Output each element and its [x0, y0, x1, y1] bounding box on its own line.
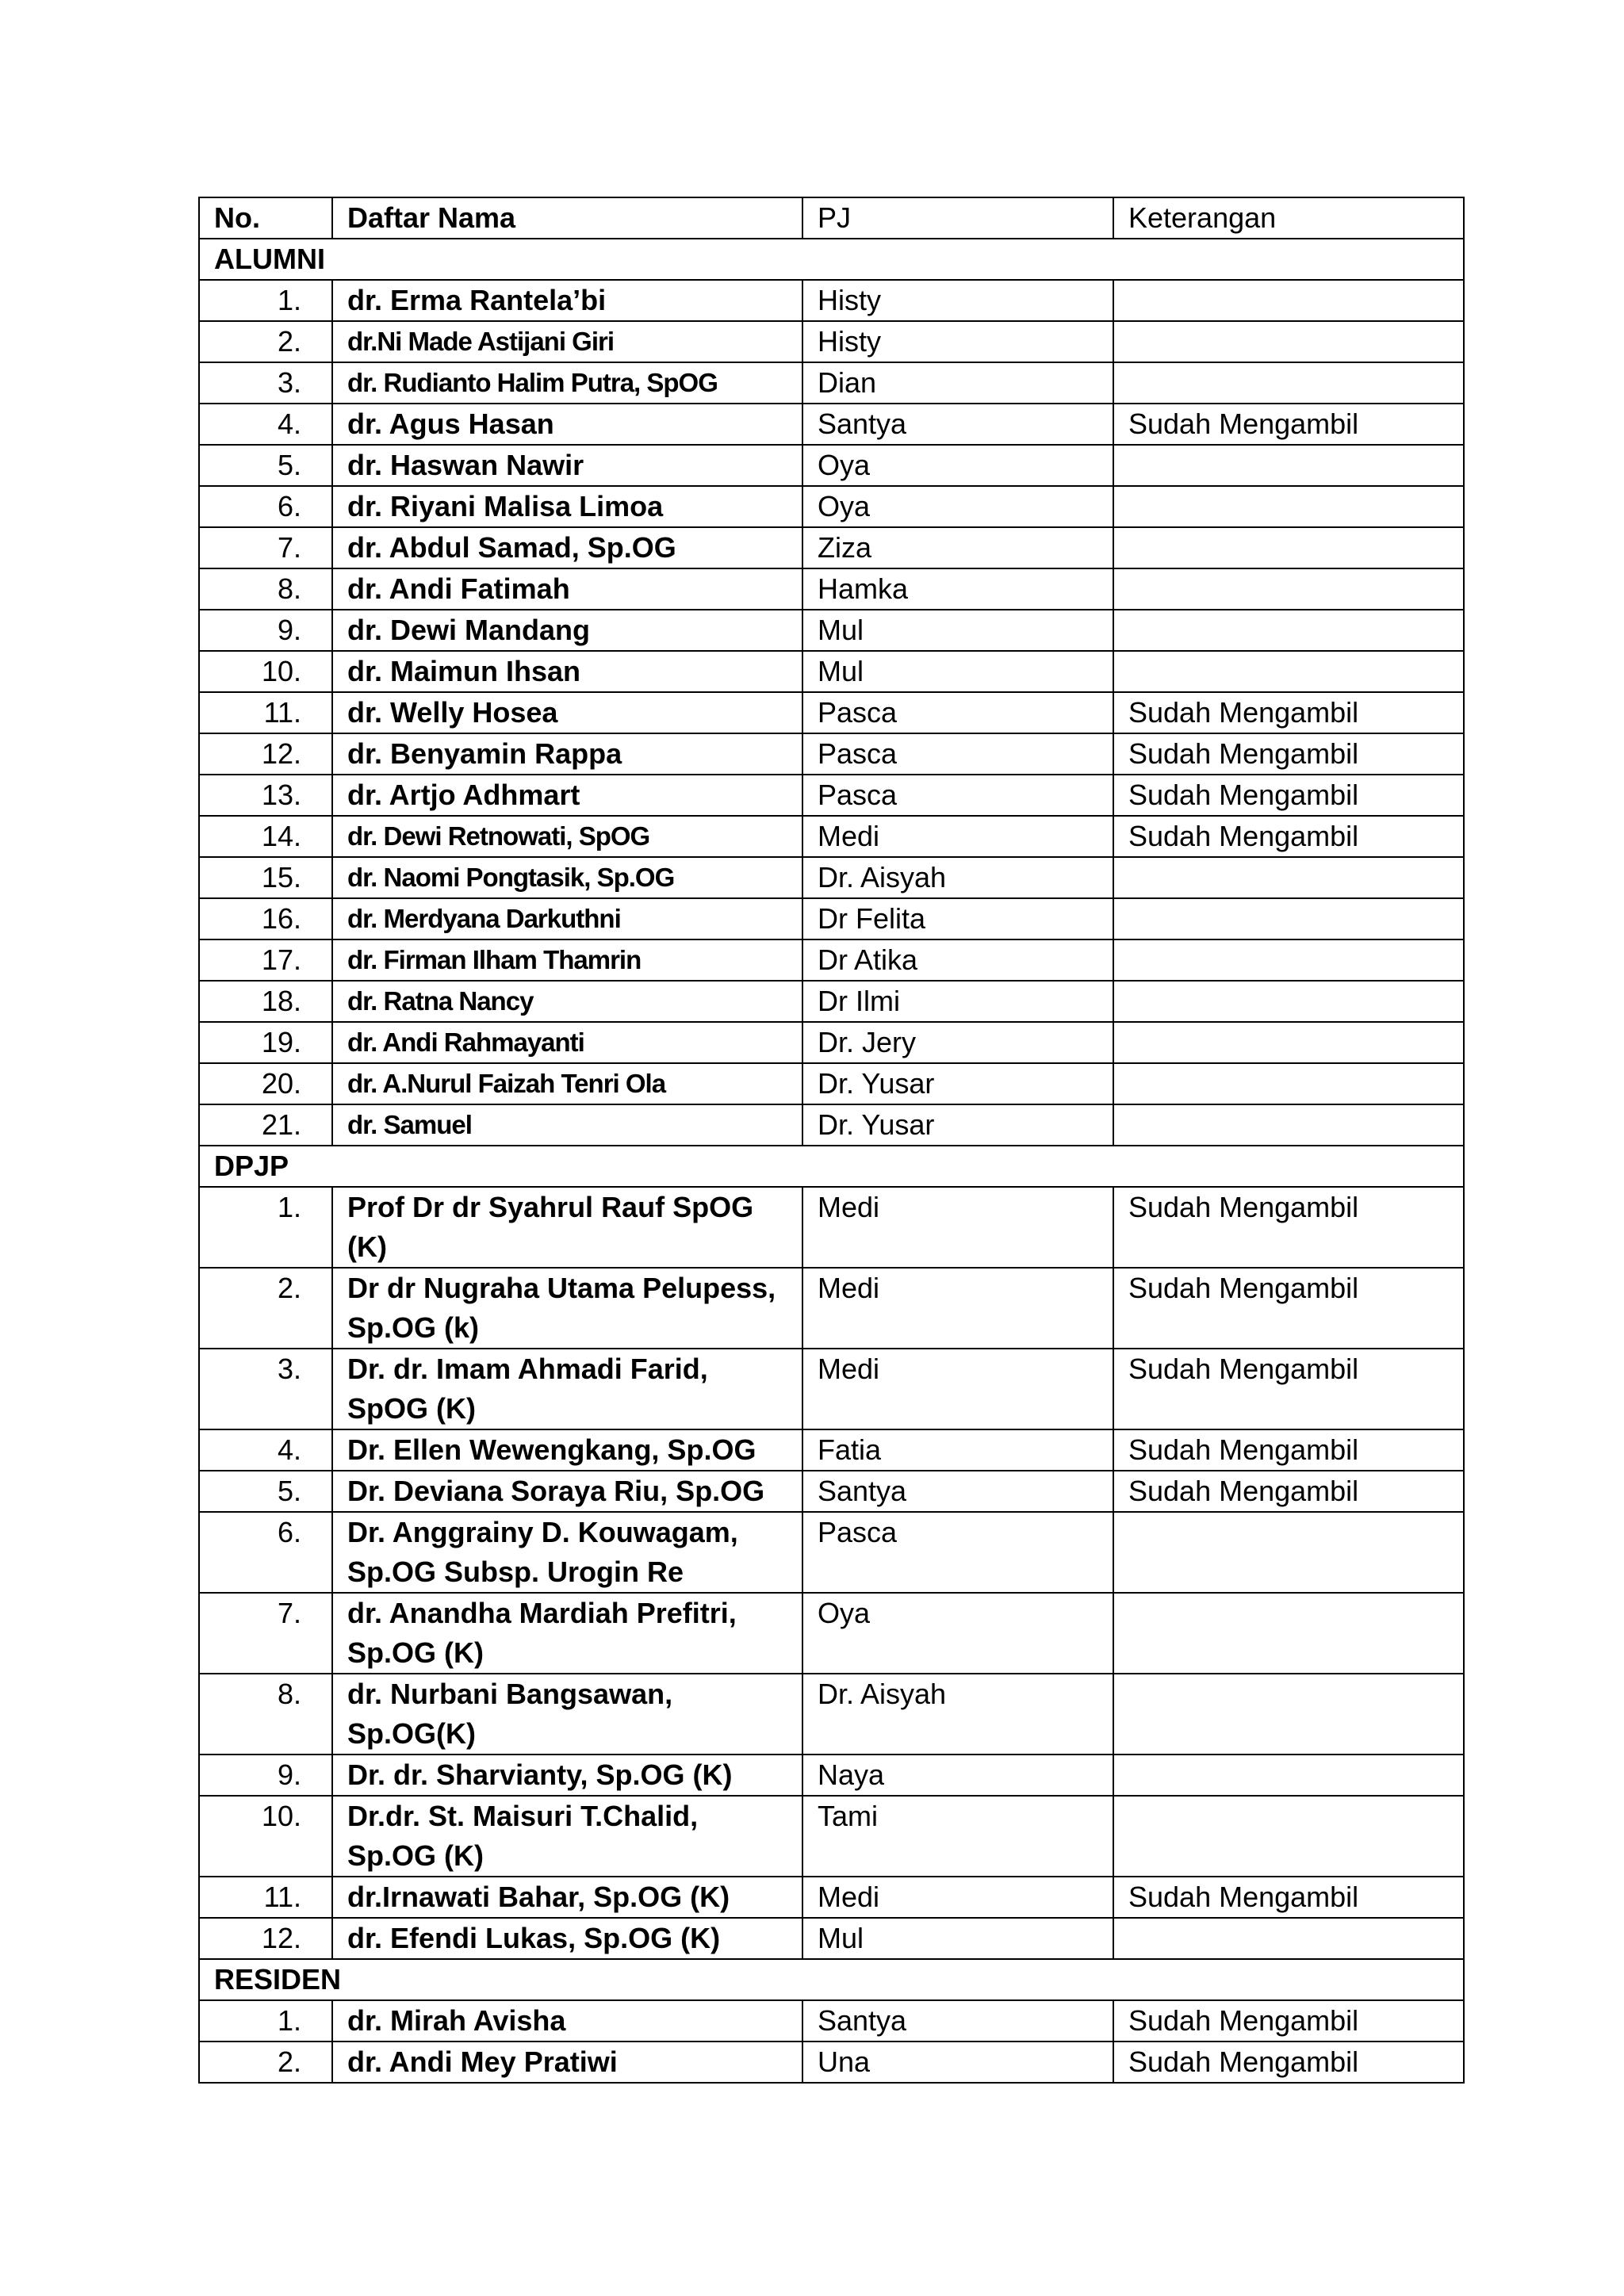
table-header-row — [199, 197, 1464, 239]
table-row — [199, 1877, 1464, 1918]
row-number: 2. — [199, 2042, 332, 2083]
row-note — [1113, 445, 1464, 486]
row-name: Dr. dr. Imam Ahmadi Farid, SpOG (K) — [332, 1349, 802, 1429]
section-title: ALUMNI — [199, 239, 1464, 280]
row-number: 15. — [199, 857, 332, 898]
row-number: 1. — [199, 2000, 332, 2042]
row-note — [1113, 1918, 1464, 1959]
row-note — [1113, 1796, 1464, 1877]
row-pj: Dr. Jery — [802, 1022, 1113, 1063]
row-number: 7. — [199, 1593, 332, 1674]
row-note: Sudah Mengambil — [1113, 1349, 1464, 1429]
section-row — [199, 1959, 1464, 2000]
row-name: dr. Abdul Samad, Sp.OG — [332, 527, 802, 568]
row-name: dr. Benyamin Rappa — [332, 733, 802, 775]
row-pj: Mul — [802, 1918, 1113, 1959]
row-name: Dr. Ellen Wewengkang, Sp.OG — [332, 1429, 802, 1471]
table-row — [199, 610, 1464, 651]
row-note: Sudah Mengambil — [1113, 1268, 1464, 1349]
row-number: 13. — [199, 775, 332, 816]
row-note — [1113, 939, 1464, 981]
row-name: dr. Dewi Mandang — [332, 610, 802, 651]
row-number: 12. — [199, 733, 332, 775]
row-pj: Dr. Aisyah — [802, 857, 1113, 898]
row-note — [1113, 321, 1464, 362]
table-row — [199, 1349, 1464, 1429]
row-pj: Oya — [802, 445, 1113, 486]
row-name: dr. Nurbani Bangsawan, Sp.OG(K) — [332, 1674, 802, 1755]
row-pj: Pasca — [802, 1512, 1113, 1593]
row-note: Sudah Mengambil — [1113, 775, 1464, 816]
row-name: dr. Riyani Malisa Limoa — [332, 486, 802, 527]
row-pj: Tami — [802, 1796, 1113, 1877]
table-row — [199, 1918, 1464, 1959]
table-row — [199, 1512, 1464, 1593]
table-row — [199, 527, 1464, 568]
row-name: dr. Merdyana Darkuthni — [332, 898, 802, 939]
row-number: 11. — [199, 692, 332, 733]
table-row — [199, 486, 1464, 527]
table-row — [199, 362, 1464, 404]
row-pj: Dian — [802, 362, 1113, 404]
row-number: 5. — [199, 1471, 332, 1512]
table-row — [199, 568, 1464, 610]
row-pj: Dr Felita — [802, 898, 1113, 939]
row-note — [1113, 1674, 1464, 1755]
row-note: Sudah Mengambil — [1113, 1471, 1464, 1512]
table-row — [199, 1063, 1464, 1104]
row-note — [1113, 1063, 1464, 1104]
row-note: Sudah Mengambil — [1113, 816, 1464, 857]
row-pj: Mul — [802, 651, 1113, 692]
row-pj: Medi — [802, 1877, 1113, 1918]
row-name: dr. Andi Mey Pratiwi — [332, 2042, 802, 2083]
row-note — [1113, 610, 1464, 651]
row-pj: Pasca — [802, 692, 1113, 733]
table-row — [199, 1022, 1464, 1063]
row-pj: Naya — [802, 1755, 1113, 1796]
row-number: 20. — [199, 1063, 332, 1104]
header-name: Daftar Nama — [332, 197, 802, 239]
row-pj: Dr Atika — [802, 939, 1113, 981]
row-pj: Santya — [802, 1471, 1113, 1512]
table-row — [199, 775, 1464, 816]
row-number: 21. — [199, 1104, 332, 1146]
row-number: 17. — [199, 939, 332, 981]
row-pj: Mul — [802, 610, 1113, 651]
row-name: dr. Andi Fatimah — [332, 568, 802, 610]
row-name: dr. Mirah Avisha — [332, 2000, 802, 2042]
row-pj: Histy — [802, 280, 1113, 321]
row-note — [1113, 362, 1464, 404]
row-note — [1113, 1755, 1464, 1796]
section-title: RESIDEN — [199, 1959, 1464, 2000]
row-number: 6. — [199, 486, 332, 527]
row-name: dr. Maimun Ihsan — [332, 651, 802, 692]
row-pj: Oya — [802, 486, 1113, 527]
header-note: Keterangan — [1113, 197, 1464, 239]
table-row — [199, 692, 1464, 733]
row-pj: Pasca — [802, 775, 1113, 816]
row-name: Dr.dr. St. Maisuri T.Chalid, Sp.OG (K) — [332, 1796, 802, 1877]
section-row — [199, 1146, 1464, 1187]
row-name: dr. Andi Rahmayanti — [332, 1022, 802, 1063]
table-row — [199, 1268, 1464, 1349]
row-name: dr. Firman Ilham Thamrin — [332, 939, 802, 981]
row-number: 14. — [199, 816, 332, 857]
table-row — [199, 1674, 1464, 1755]
row-number: 10. — [199, 1796, 332, 1877]
row-pj: Medi — [802, 816, 1113, 857]
row-number: 3. — [199, 1349, 332, 1429]
row-name: dr. A.Nurul Faizah Tenri Ola — [332, 1063, 802, 1104]
row-name: Dr. Anggrainy D. Kouwagam, Sp.OG Subsp. Urogin Re — [332, 1512, 802, 1593]
row-name: Dr. Deviana Soraya Riu, Sp.OG — [332, 1471, 802, 1512]
row-name: Dr. dr. Sharvianty, Sp.OG (K) — [332, 1755, 802, 1796]
table-row — [199, 816, 1464, 857]
row-pj: Oya — [802, 1593, 1113, 1674]
row-number: 2. — [199, 321, 332, 362]
row-note: Sudah Mengambil — [1113, 2000, 1464, 2042]
row-number: 8. — [199, 1674, 332, 1755]
table-row — [199, 1187, 1464, 1268]
header-pj: PJ — [802, 197, 1113, 239]
row-number: 19. — [199, 1022, 332, 1063]
row-note: Sudah Mengambil — [1113, 1187, 1464, 1268]
row-note — [1113, 1593, 1464, 1674]
row-note: Sudah Mengambil — [1113, 1877, 1464, 1918]
row-pj: Dr. Yusar — [802, 1104, 1113, 1146]
row-note: Sudah Mengambil — [1113, 2042, 1464, 2083]
row-name: dr. Samuel — [332, 1104, 802, 1146]
row-note — [1113, 857, 1464, 898]
table-row — [199, 898, 1464, 939]
row-pj: Ziza — [802, 527, 1113, 568]
row-note — [1113, 981, 1464, 1022]
row-name: dr. Ratna Nancy — [332, 981, 802, 1022]
table-row — [199, 857, 1464, 898]
row-name: dr. Dewi Retnowati, SpOG — [332, 816, 802, 857]
row-note: Sudah Mengambil — [1113, 404, 1464, 445]
table-row — [199, 1593, 1464, 1674]
table-row — [199, 939, 1464, 981]
row-pj: Dr. Aisyah — [802, 1674, 1113, 1755]
row-pj: Histy — [802, 321, 1113, 362]
table-row — [199, 733, 1464, 775]
row-number: 7. — [199, 527, 332, 568]
row-note — [1113, 568, 1464, 610]
row-number: 12. — [199, 1918, 332, 1959]
table-row — [199, 321, 1464, 362]
row-name: dr.Ni Made Astijani Giri — [332, 321, 802, 362]
table-row — [199, 651, 1464, 692]
row-name: dr. Naomi Pongtasik, Sp.OG — [332, 857, 802, 898]
row-pj: Hamka — [802, 568, 1113, 610]
row-number: 18. — [199, 981, 332, 1022]
row-number: 9. — [199, 1755, 332, 1796]
row-number: 5. — [199, 445, 332, 486]
row-number: 10. — [199, 651, 332, 692]
row-number: 4. — [199, 1429, 332, 1471]
row-name: dr. Welly Hosea — [332, 692, 802, 733]
row-note — [1113, 1104, 1464, 1146]
row-note: Sudah Mengambil — [1113, 733, 1464, 775]
attendance-table — [198, 197, 1465, 2084]
row-number: 1. — [199, 280, 332, 321]
header-no: No. — [199, 197, 332, 239]
row-note: Sudah Mengambil — [1113, 692, 1464, 733]
table-row — [199, 280, 1464, 321]
row-name: dr. Erma Rantela’bi — [332, 280, 802, 321]
row-note — [1113, 651, 1464, 692]
row-note — [1113, 1022, 1464, 1063]
row-pj: Medi — [802, 1349, 1113, 1429]
table-row — [199, 2000, 1464, 2042]
row-note — [1113, 898, 1464, 939]
row-pj: Santya — [802, 404, 1113, 445]
table-row — [199, 2042, 1464, 2083]
row-number: 8. — [199, 568, 332, 610]
row-pj: Dr Ilmi — [802, 981, 1113, 1022]
row-note — [1113, 1512, 1464, 1593]
row-name: Dr dr Nugraha Utama Pelupess, Sp.OG (k) — [332, 1268, 802, 1349]
row-pj: Santya — [802, 2000, 1113, 2042]
row-name: dr. Anandha Mardiah Prefitri, Sp.OG (K) — [332, 1593, 802, 1674]
row-name: dr. Rudianto Halim Putra, SpOG — [332, 362, 802, 404]
table-row — [199, 1429, 1464, 1471]
table-row — [199, 1796, 1464, 1877]
table-row — [199, 1104, 1464, 1146]
table-row — [199, 981, 1464, 1022]
row-number: 6. — [199, 1512, 332, 1593]
row-number: 2. — [199, 1268, 332, 1349]
row-pj: Dr. Yusar — [802, 1063, 1113, 1104]
row-pj: Pasca — [802, 733, 1113, 775]
row-note — [1113, 527, 1464, 568]
row-number: 3. — [199, 362, 332, 404]
table-row — [199, 1755, 1464, 1796]
row-note: Sudah Mengambil — [1113, 1429, 1464, 1471]
row-name: dr. Agus Hasan — [332, 404, 802, 445]
row-pj: Fatia — [802, 1429, 1113, 1471]
row-number: 11. — [199, 1877, 332, 1918]
row-number: 16. — [199, 898, 332, 939]
row-name: dr. Artjo Adhmart — [332, 775, 802, 816]
table-row — [199, 404, 1464, 445]
table-row — [199, 1471, 1464, 1512]
row-name: dr. Efendi Lukas, Sp.OG (K) — [332, 1918, 802, 1959]
row-number: 1. — [199, 1187, 332, 1268]
row-pj: Una — [802, 2042, 1113, 2083]
row-number: 4. — [199, 404, 332, 445]
table-body — [199, 239, 1464, 2083]
row-name: dr. Haswan Nawir — [332, 445, 802, 486]
row-name: Prof Dr dr Syahrul Rauf SpOG (K) — [332, 1187, 802, 1268]
row-note — [1113, 486, 1464, 527]
table-row — [199, 445, 1464, 486]
section-row — [199, 239, 1464, 280]
row-pj: Medi — [802, 1268, 1113, 1349]
section-title: DPJP — [199, 1146, 1464, 1187]
row-name: dr.Irnawati Bahar, Sp.OG (K) — [332, 1877, 802, 1918]
row-note — [1113, 280, 1464, 321]
row-number: 9. — [199, 610, 332, 651]
row-pj: Medi — [802, 1187, 1113, 1268]
